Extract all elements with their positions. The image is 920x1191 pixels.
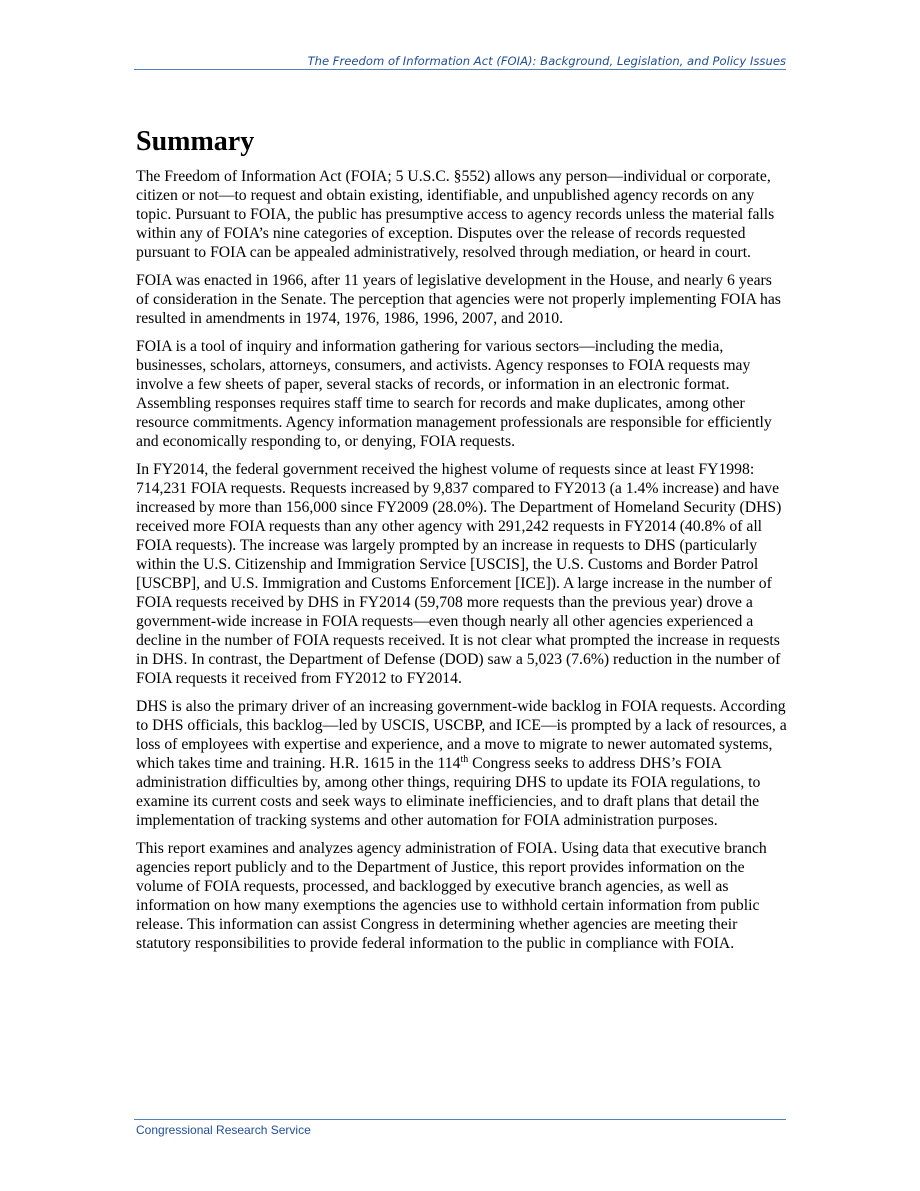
summary-paragraph-5 bbox=[136, 697, 788, 830]
summary-paragraph-6: This report examines and analyzes agency administration of FOIA. Using data that executive branch agencies report publicly and to the Department of Justice, this report provides information on the volume of FOIA requests, processed, and backlogged by executive branch agencies, as well as information on how many exemptions the agencies use to withhold certain information from public release. This information can assist Congress in determining whether agencies are meeting their statutory responsibilities to provide federal information to the public in compliance with FOIA. bbox=[136, 840, 767, 952]
running-header-title: The Freedom of Information Act (FOIA): Background, Legislation, and Policy Issues bbox=[307, 54, 786, 68]
footer-publisher: Congressional Research Service bbox=[136, 1123, 311, 1137]
footer-divider bbox=[134, 1119, 786, 1120]
paragraph-5-text-end: Congress seeks to address DHS’s FOIA administration difficulties by, among other things, requiring DHS to update its FOIA regulations, to examine its current costs and seek ways to eliminate inefficiencies, and to draft plans that detail the implementation of tracking systems and other automation for FOIA administration purposes. bbox=[136, 755, 761, 829]
section-heading: Summary bbox=[136, 126, 255, 157]
summary-paragraph-3: FOIA is a tool of inquiry and information gathering for various sectors—including the media, businesses, scholars, attorneys, consumers, and activists. Agency responses to FOIA requests may involve a few sheets of paper, several stacks of records, or information in an electronic format. Assembling responses requires staff time to search for records and make duplicates, among other resource commitments. Agency information management professionals are responsible for efficiently and economically responding to, or denying, FOIA requests. bbox=[136, 338, 772, 450]
paragraph-5-text-start: DHS is also the primary driver of an increasing government-wide backlog in FOIA requests. According to DHS officials, this backlog—led by USCIS, USCBP, and ICE—is prompted by a lack of resources, a loss of employees with expertise and experience, and a move to migrate to newer automated systems, which takes time and training. H.R. 1615 in the 114 bbox=[136, 698, 787, 772]
page-content bbox=[136, 124, 788, 962]
ordinal-superscript: th bbox=[460, 753, 469, 765]
summary-paragraph-4: In FY2014, the federal government received the highest volume of requests since at least FY1998: 714,231 FOIA requests. Requests increased by 9,837 compared to FY2013 (a 1.4% increase) and have increased by more than 156,000 since FY2009 (28.0%). The Department of Homeland Security (DHS) received more FOIA requests than any other agency with 291,242 requests in FY2014 (40.8% of all FOIA requests). The increase was largely prompted by an increase in requests to DHS (particularly within the U.S. Citizenship and Immigration Service [USCIS], the U.S. Customs and Border Patrol [USCBP], and U.S. Immigration and Customs Enforcement [ICE]). A large increase in the number of FOIA requests received by DHS in FY2014 (59,708 more requests than the previous year) drove a government-wide increase in FOIA requests—even though nearly all other agencies experienced a decline in the number of FOIA requests received. It is not clear what prompted the increase in requests in DHS. In contrast, the Department of Defense (DOD) saw a 5,023 (7.6%) reduction in the number of FOIA requests it received from FY2012 to FY2014. bbox=[136, 461, 782, 687]
summary-paragraph-2: FOIA was enacted in 1966, after 11 years of legislative development in the House, and nearly 6 years of consideration in the Senate. The perception that agencies were not properly implementing FOIA has resulted in amendments in 1974, 1976, 1986, 1996, 2007, and 2010. bbox=[136, 272, 781, 327]
header-divider bbox=[134, 69, 786, 70]
summary-paragraph-1: The Freedom of Information Act (FOIA; 5 U.S.C. §552) allows any person—individual or corporate, citizen or not—to request and obtain existing, identifiable, and unpublished agency records on any topic. Pursuant to FOIA, the public has presumptive access to agency records unless the material falls within any of FOIA’s nine categories of exception. Disputes over the release of records requested pursuant to FOIA can be appealed administratively, resolved through mediation, or heard in court. bbox=[136, 168, 775, 261]
